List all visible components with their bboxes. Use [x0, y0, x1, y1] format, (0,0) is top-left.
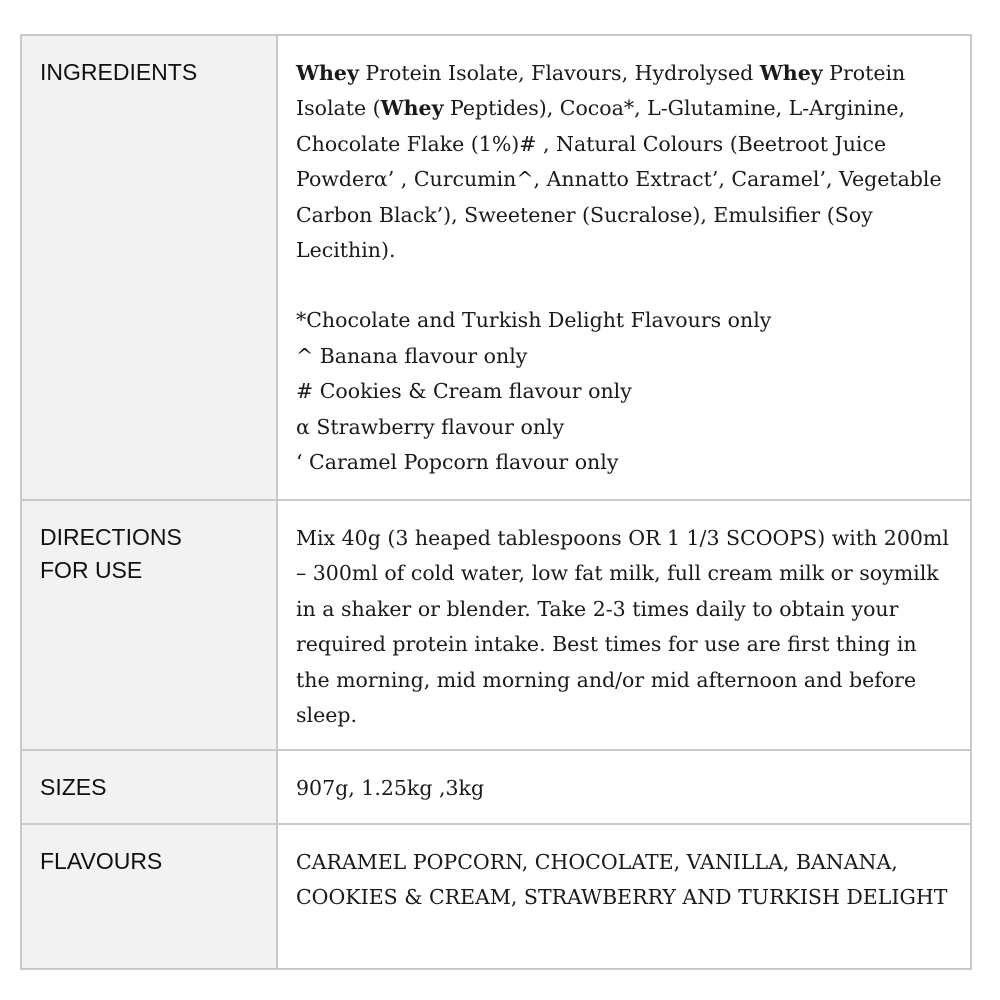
ingredients-segment-2: Protein Isolate ( [296, 61, 906, 121]
sizes-value: 907g, 1.25kg ,3kg [277, 750, 971, 824]
note-banana: ^ Banana flavour only [296, 343, 528, 368]
flavours-label: FLAVOURS [21, 824, 277, 969]
whey-highlight-1: Whey [296, 61, 359, 85]
note-caramel: ‘ Caramel Popcorn flavour only [296, 450, 619, 475]
directions-value: Mix 40g (3 heaped tablespoons OR 1 1/3 SCOOPS) with 200ml – 300ml of cold water, low fat milk, full cream milk or soymilk in a shaker or blender. Take 2-3 times daily to obtain your required protein intake. Best times for use are first thing in the morning, mid morning and/or mid afternoon and before sleep. [277, 500, 971, 750]
note-strawberry: α Strawberry flavour only [296, 414, 565, 439]
directions-label-line1: DIRECTIONS [40, 524, 182, 550]
table-row-sizes [21, 750, 971, 824]
table-row-directions [21, 500, 971, 750]
table-row-flavours [21, 824, 971, 969]
table-row-ingredients [21, 35, 971, 500]
note-cookies: # Cookies & Cream flavour only [296, 379, 632, 404]
flavour-notes [296, 303, 956, 480]
whey-highlight-3: Whey [380, 96, 444, 121]
ingredients-value [277, 35, 971, 500]
directions-label-line2: FOR USE [40, 557, 143, 583]
directions-label [21, 500, 277, 750]
ingredients-segment-3: Peptides), Cocoa*, L-Glutamine, L-Arginine, Chocolate Flake (1%)# , Natural Colours (Beetroot Juice Powderα’ , Curcumin^, Annatto Extract’, Caramel’, Vegetable Carbon Black’), Sweetener (Sucralose), Emulsifier (Soy Lecithin). [296, 96, 942, 263]
product-info-table [20, 34, 972, 970]
flavours-value: CARAMEL POPCORN, CHOCOLATE, VANILLA, BANANA, COOKIES & CREAM, STRAWBERRY AND TURKISH DELIGHT [277, 824, 971, 969]
ingredients-label: INGREDIENTS [21, 35, 277, 500]
ingredients-text [296, 56, 956, 268]
sizes-label: SIZES [21, 750, 277, 824]
note-chocolate: *Chocolate and Turkish Delight Flavours only [296, 308, 772, 333]
whey-highlight-2: Whey [759, 61, 823, 85]
ingredients-segment-1: Protein Isolate, Flavours, Hydrolysed [358, 61, 760, 85]
